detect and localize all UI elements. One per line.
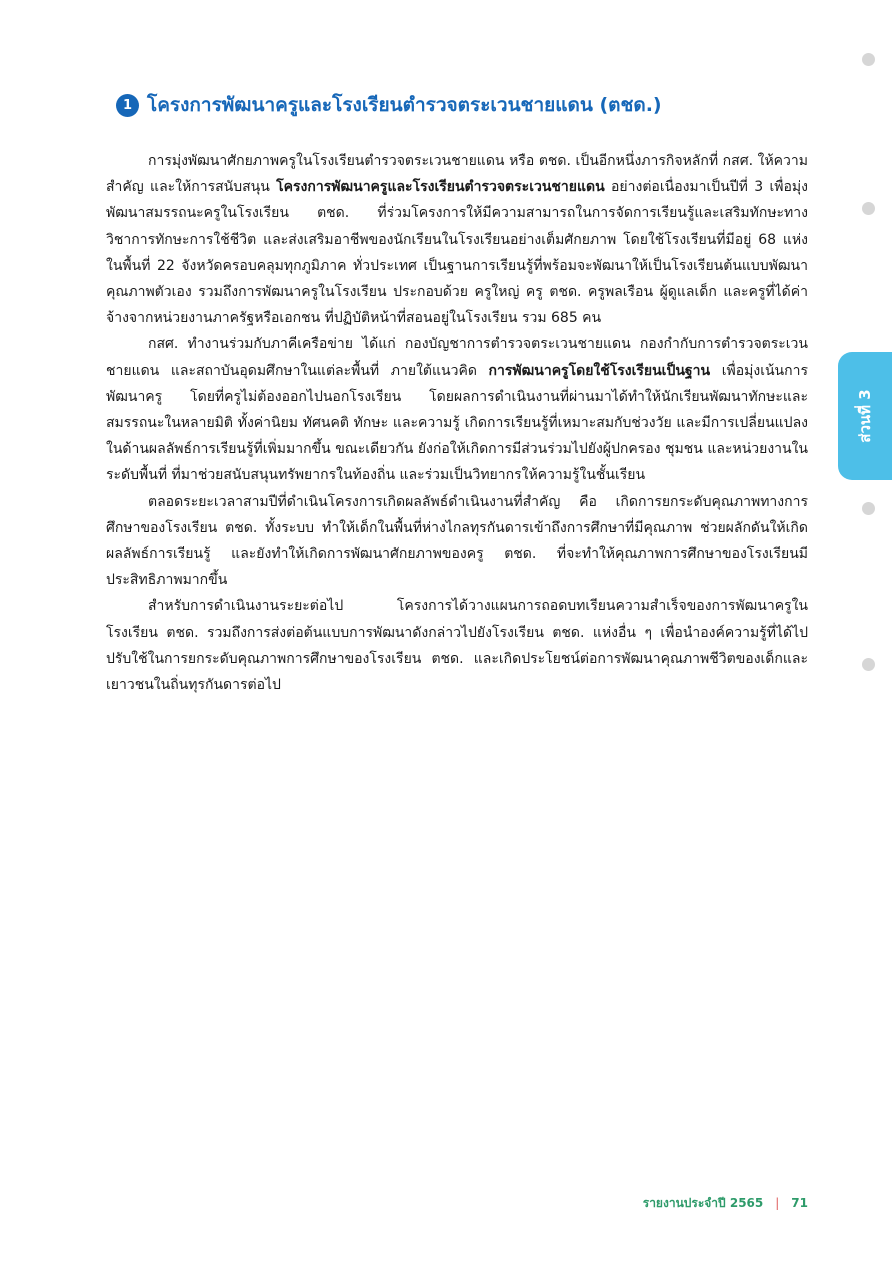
paragraph-text: อย่างต่อเนื่องมาเป็นปีที่ 3 เพื่อมุ่งพัฒนาสมรรถนะครูในโรงเรียน ตชด. ที่ร่วมโครงการให้มีความสามารถในการจัดการเรียนรู้และเสริมทักษะทางวิชาการทักษะการใช้ชีวิต และส่งเสริมอาชีพของนักเรียนในโรงเรียนอย่างเต็มศักยภาพ โดยใช้โรงเรียนที่มีอยู่ 68 แห่ง ในพื้นที่ 22 จังหวัดครอบคลุมทุกภูมิภาค ทั่วประเทศ เป็นฐานการเรียนรู้ที่พร้อมจะพัฒนาให้เป็นโรงเรียนต้นแบบพัฒนาคุณภาพตัวเอง รวมถึงการพัฒนาครูในโรงเรียน ประกอบด้วย ครูใหญ่ ครู ตชด. ครูพลเรือน ผู้ดูแลเด็ก และครูที่ได้ค่าจ้างจากหน่วยงานภาครัฐหรือเอกชน ที่ปฏิบัติหน้าที่สอนอยู่ในโรงเรียน รวม 685 คน (106, 179, 808, 327)
bold-concept: การพัฒนาครูโดยใช้โรงเรียนเป็นฐาน (488, 362, 711, 379)
footer-separator: | (775, 1196, 780, 1210)
article-body (106, 148, 808, 698)
page-footer (560, 1194, 808, 1213)
section-heading (116, 90, 816, 120)
paragraph-2 (106, 331, 808, 488)
paragraph-text: กสศ. ทำงานร่วมกับภาคีเครือข่าย ได้แก่ กองบัญชาการตำรวจตระเวนชายแดน กองกำกับการตำรวจตระเวนชายแดน และสถาบันอุดมศึกษาในแต่ละพื้นที่ ภายใต้แนวคิด (106, 336, 808, 379)
paragraph-1 (106, 148, 808, 331)
paragraph-3: ตลอดระยะเวลาสามปีที่ดำเนินโครงการเกิดผลลัพธ์ดำเนินงานที่สำคัญ คือ เกิดการยกระดับคุณภาพทางการศึกษาของโรงเรียน ตชด. ทั้งระบบ ทำให้เด็กในพื้นที่ห่างไกลทุรกันดารเข้าถึงการศึกษาที่มีคุณภาพ ช่วยผลักดันให้เกิดผลลัพธ์การเรียนรู้ และยังทำให้เกิดการพัฒนาศักยภาพของครู ตชด. ที่จะทำให้คุณภาพการศึกษาของโรงเรียนมีประสิทธิภาพมากขึ้น (106, 493, 808, 589)
decor-dot (862, 53, 875, 66)
section-number-badge: 1 (116, 94, 139, 117)
section-side-tab-label: ส่วนที่ 3 (856, 389, 874, 443)
paragraph-text: การมุ่งพัฒนาศักยภาพครูในโรงเรียนตำรวจตระเวนชายแดน หรือ ตชด. เป็นอีกหนึ่งภารกิจหลักที่ กสศ. ให้ความสำคัญ และให้การสนับสนุน (106, 153, 808, 196)
page-number: 71 (791, 1196, 808, 1210)
decor-dot (862, 502, 875, 515)
decor-dot (862, 202, 875, 215)
section-side-tab (838, 352, 892, 480)
paragraph-text: เพื่อมุ่งเน้นการพัฒนาครู โดยที่ครูไม่ต้องออกไปนอกโรงเรียน โดยผลการดำเนินงานที่ผ่านมาได้ทำให้นักเรียนพัฒนาทักษะและสมรรถนะในหลายมิติ ทั้งค่านิยม ทัศนคติ ทักษะ และความรู้ เกิดการเรียนรู้ที่เหมาะสมกับช่วงวัย และมีการเปลี่ยนแปลงในด้านผลลัพธ์การเรียนรู้ที่เพิ่มมากขึ้น ขณะเดียวกัน ยังก่อให้เกิดการมีส่วนร่วมไปยังผู้ปกครอง ชุมชน และหน่วยงานในระดับพื้นที่ ที่มาช่วยสนับสนุนทรัพยากรในท้องถิ่น และร่วมเป็นวิทยากรให้ความรู้ในชั้นเรียน (106, 362, 808, 484)
section-title: โครงการพัฒนาครูและโรงเรียนตำรวจตระเวนชายแดน (ตชด.) (147, 94, 662, 116)
bold-project-name: โครงการพัฒนาครูและโรงเรียนตำรวจตระเวนชายแดน (276, 179, 605, 196)
decor-dot (862, 658, 875, 671)
paragraph-4: สำหรับการดำเนินงานระยะต่อไป โครงการได้วางแผนการถอดบทเรียนความสำเร็จของการพัฒนาครูในโรงเรียน ตชด. รวมถึงการส่งต่อต้นแบบการพัฒนาดังกล่าวไปยังโรงเรียน ตชด. แห่งอื่น ๆ เพื่อนำองค์ความรู้ที่ได้ไปปรับใช้ในการยกระดับคุณภาพการศึกษาของโรงเรียน ตชด. และเกิดประโยชน์ต่อการพัฒนาคุณภาพชีวิตของเด็กและเยาวชนในถิ่นทุรกันดารต่อไป (106, 598, 808, 694)
report-title: รายงานประจำปี 2565 (642, 1196, 764, 1210)
